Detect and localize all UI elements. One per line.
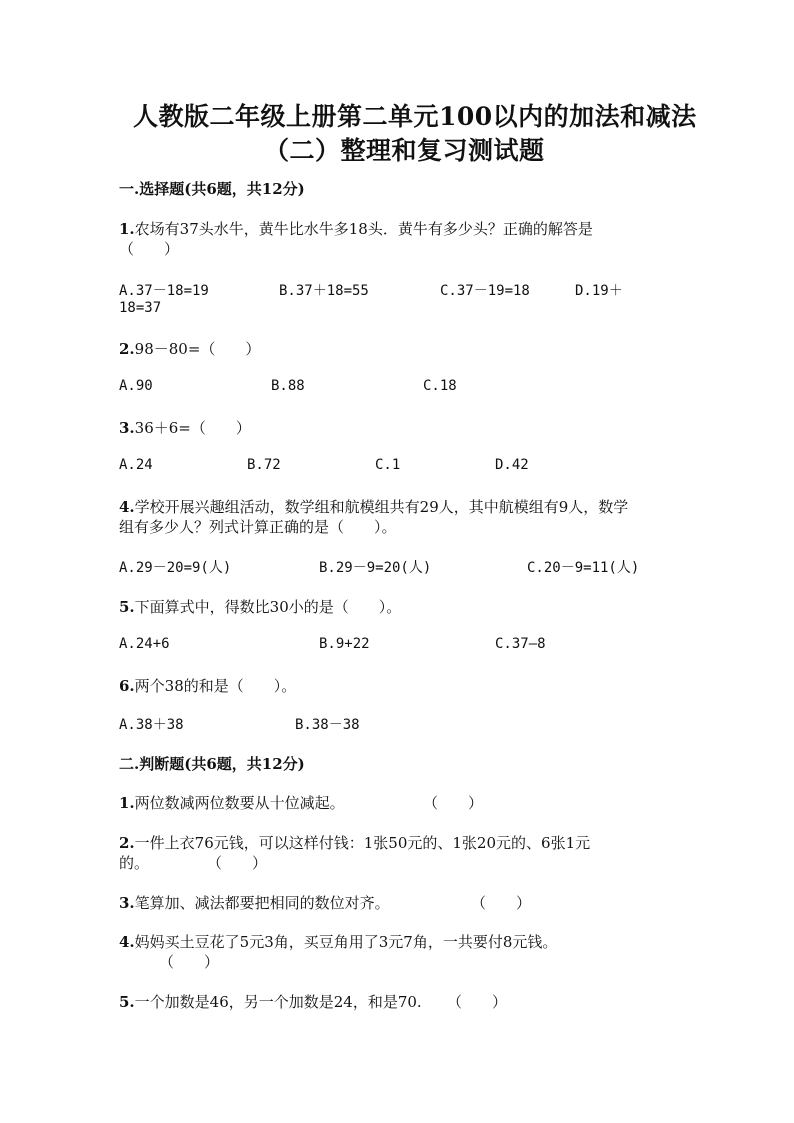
- answer-blank: （ ）: [471, 894, 532, 912]
- question-text: 笔算加、减法都要把相同的数位对齐。: [134, 894, 390, 912]
- question-2: [119, 338, 260, 359]
- option-a: A.24+6: [119, 636, 170, 652]
- judgement-4: [119, 931, 557, 952]
- judgement-3: [119, 892, 390, 913]
- option-a: A.38＋38: [119, 717, 184, 733]
- question-number: 2.: [119, 834, 135, 852]
- option-b: B.88: [271, 378, 305, 394]
- section-heading-choice: 一.选择题(共6题，共12分): [119, 180, 305, 198]
- question-text: 一个加数是46，另一个加数是24，和是70.: [134, 993, 422, 1011]
- question-number: 4.: [119, 933, 135, 951]
- answer-blank: （ ）: [423, 794, 484, 812]
- question-number: 4.: [119, 498, 135, 516]
- section-heading-judgement: 二.判断题(共6题，共12分): [119, 755, 305, 773]
- judgement-2: [119, 832, 590, 853]
- question-4: [119, 496, 628, 517]
- option-c: C.37—8: [495, 636, 546, 652]
- question-number: 1.: [119, 220, 135, 238]
- question-number: 5.: [119, 598, 135, 616]
- option-d: D.19＋: [575, 283, 623, 299]
- judgement-1: [119, 792, 345, 813]
- option-a: A.90: [119, 378, 153, 394]
- judgement-5: [119, 991, 422, 1012]
- answer-blank: （ ）: [207, 854, 268, 872]
- question-6: [119, 675, 296, 696]
- option-b: B.9+22: [319, 636, 370, 652]
- option-b: B.72: [247, 457, 281, 473]
- question-5: [119, 596, 401, 617]
- option-d-continued: 18=37: [119, 300, 162, 316]
- option-c: C.1: [375, 457, 401, 473]
- question-text: 妈妈买土豆花了5元3角，买豆角用了3元7角，一共要付8元钱。: [134, 933, 558, 951]
- answer-blank: （ ）: [447, 993, 508, 1011]
- question-number: 3.: [119, 419, 135, 437]
- question-number: 3.: [119, 894, 135, 912]
- option-c: C.18: [423, 378, 457, 394]
- page-title-line1: 人教版二年级上册第二单元100以内的加法和减法: [133, 102, 697, 131]
- option-b: B.38－38: [295, 717, 360, 733]
- question-text: 两个38的和是（ ）。: [134, 677, 297, 695]
- option-c: C.37－19=18: [440, 283, 530, 299]
- option-d: D.42: [495, 457, 529, 473]
- option-b: B.29－9=20(人): [319, 560, 432, 576]
- question-text-continued: 组有多少人？列式计算正确的是（ ）。: [119, 518, 397, 536]
- question-text: 农场有37头水牛，黄牛比水牛多18头．黄牛有多少头？正确的解答是: [134, 220, 593, 238]
- question-number: 5.: [119, 993, 135, 1011]
- question-3: [119, 417, 251, 438]
- question-text: 下面算式中，得数比30小的是（ ）。: [134, 598, 402, 616]
- question-number: 1.: [119, 794, 135, 812]
- question-number: 2.: [119, 340, 135, 358]
- option-b: B.37＋18=55: [279, 283, 369, 299]
- question-1: [119, 218, 593, 239]
- question-number: 6.: [119, 677, 135, 695]
- question-text: 一件上衣76元钱，可以这样付钱：1张50元的、1张20元的、6张1元: [134, 834, 591, 852]
- option-a: A.29－20=9(人): [119, 560, 232, 576]
- answer-blank: （ ）: [119, 240, 180, 258]
- answer-blank: （ ）: [159, 953, 220, 971]
- option-a: A.24: [119, 457, 153, 473]
- page-title-line2: （二）整理和复习测试题: [264, 136, 545, 165]
- option-a: A.37－18=19: [119, 283, 209, 299]
- option-c: C.20－9=11(人): [527, 560, 640, 576]
- question-text: 98－80=（ ）: [134, 340, 261, 358]
- question-text: 36＋6=（ ）: [134, 419, 251, 437]
- question-text: 两位数减两位数要从十位减起。: [134, 794, 345, 812]
- question-text-continued: 的。: [119, 854, 150, 872]
- question-text: 学校开展兴趣组活动，数学组和航模组共有29人，其中航模组有9人，数学: [134, 498, 629, 516]
